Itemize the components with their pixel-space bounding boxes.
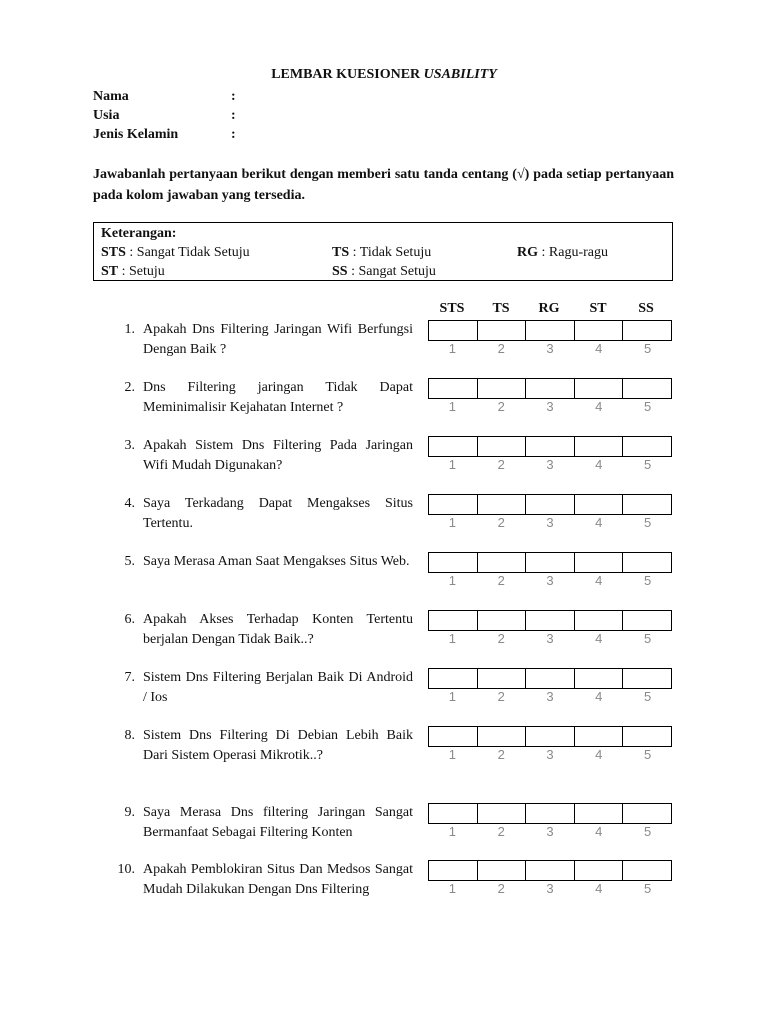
field-colon-usia: : <box>231 108 236 123</box>
question-number: 3. <box>124 438 135 453</box>
answer-checkbox-ss[interactable] <box>623 495 671 514</box>
answer-checkbox-ts[interactable] <box>478 861 527 880</box>
legend-code: SS <box>332 264 348 279</box>
legend-desc: : Sangat Setuju <box>347 264 436 279</box>
column-header-st: ST <box>589 301 607 316</box>
question-number: 8. <box>124 728 135 743</box>
answer-checkbox-ss[interactable] <box>623 727 671 746</box>
scale-number: 5 <box>643 515 652 530</box>
scale-number: 4 <box>595 689 603 704</box>
answer-checkbox-ss[interactable] <box>623 553 671 572</box>
scale-row <box>428 631 672 646</box>
question-text: Saya Merasa Aman Saat Mengakses Situs Web. <box>143 554 410 569</box>
scale-number: 1 <box>448 515 457 530</box>
answer-grid <box>428 436 672 457</box>
scale-number: 4 <box>595 399 603 414</box>
scale-number: 4 <box>595 631 603 646</box>
scale-number: 5 <box>643 689 652 704</box>
answer-checkbox-rg[interactable] <box>526 495 575 514</box>
question-text: Saya Merasa Dns filtering Jaringan Sangat Bermanfaat Sebagai Filtering Konten <box>143 805 413 840</box>
answer-checkbox-ss[interactable] <box>623 437 671 456</box>
answer-checkbox-st[interactable] <box>575 727 624 746</box>
field-label-nama: Nama <box>93 89 129 104</box>
question-number: 1. <box>124 322 135 337</box>
answer-checkbox-st[interactable] <box>575 379 624 398</box>
legend-desc: : Sangat Tidak Setuju <box>125 245 250 260</box>
answer-checkbox-sts[interactable] <box>429 379 478 398</box>
scale-number: 4 <box>595 881 603 896</box>
scale-number: 1 <box>448 631 457 646</box>
scale-number: 3 <box>546 689 554 704</box>
page-title <box>0 67 768 83</box>
legend-desc: : Setuju <box>118 264 165 279</box>
answer-checkbox-rg[interactable] <box>526 861 575 880</box>
scale-number: 2 <box>497 747 505 762</box>
answer-checkbox-ts[interactable] <box>478 437 527 456</box>
scale-number: 3 <box>546 399 554 414</box>
answer-checkbox-ss[interactable] <box>623 861 671 880</box>
scale-number: 5 <box>643 341 652 356</box>
scale-number: 2 <box>497 689 505 704</box>
scale-number: 3 <box>546 341 554 356</box>
answer-checkbox-st[interactable] <box>575 861 624 880</box>
column-header-ts: TS <box>492 301 510 316</box>
scale-number: 1 <box>448 747 457 762</box>
answer-checkbox-sts[interactable] <box>429 437 478 456</box>
question-text: Sistem Dns Filtering Di Debian Lebih Baik Dari Sistem Operasi Mikrotik..? <box>143 728 413 763</box>
scale-number: 2 <box>497 341 505 356</box>
answer-grid <box>428 552 672 573</box>
legend-item-ts <box>332 243 431 262</box>
answer-checkbox-sts[interactable] <box>429 553 478 572</box>
question-text: Apakah Pemblokiran Situs Dan Medsos Sangat Mudah Dilakukan Dengan Dns Filtering <box>143 862 413 897</box>
scale-row <box>428 747 672 762</box>
scale-number: 2 <box>497 573 505 588</box>
scale-number: 5 <box>643 399 652 414</box>
scale-row <box>428 573 672 588</box>
scale-number: 1 <box>448 689 457 704</box>
legend-code: RG <box>517 245 538 260</box>
scale-number: 2 <box>497 631 505 646</box>
answer-checkbox-st[interactable] <box>575 611 624 630</box>
scale-row <box>428 824 672 839</box>
field-label-usia: Usia <box>93 108 120 123</box>
scale-number: 4 <box>595 824 603 839</box>
legend-desc: : Ragu-ragu <box>538 245 608 260</box>
answer-checkbox-sts[interactable] <box>429 804 478 823</box>
scale-number: 1 <box>448 399 457 414</box>
legend-code: ST <box>101 264 119 279</box>
answer-checkbox-rg[interactable] <box>526 379 575 398</box>
answer-checkbox-sts[interactable] <box>429 495 478 514</box>
scale-number: 4 <box>595 457 603 472</box>
answer-grid <box>428 378 672 399</box>
column-header-rg: RG <box>538 301 560 316</box>
scale-number: 4 <box>595 573 603 588</box>
instruction-text: Jawabanlah pertanyaan berikut dengan memberi satu tanda centang (√) pada setiap pertanyaan pada kolom jawaban yang tersedia. <box>93 167 674 203</box>
scale-number: 3 <box>546 747 554 762</box>
scale-row <box>428 341 672 356</box>
answer-checkbox-rg[interactable] <box>526 437 575 456</box>
scale-row <box>428 515 672 530</box>
scale-number: 2 <box>497 881 505 896</box>
scale-number: 5 <box>643 747 652 762</box>
answer-grid <box>428 610 672 631</box>
question-number: 4. <box>124 496 135 511</box>
answer-checkbox-ts[interactable] <box>478 553 527 572</box>
scale-number: 3 <box>546 573 554 588</box>
question-number: 6. <box>124 612 135 627</box>
question-text: Apakah Dns Filtering Jaringan Wifi Berfungsi Dengan Baik ? <box>143 322 413 357</box>
scale-number: 5 <box>643 631 652 646</box>
answer-grid <box>428 726 672 747</box>
legend-code: TS <box>332 245 350 260</box>
scale-number: 3 <box>546 631 554 646</box>
scale-number: 2 <box>497 515 505 530</box>
answer-checkbox-rg[interactable] <box>526 321 575 340</box>
scale-number: 2 <box>497 824 505 839</box>
answer-checkbox-ts[interactable] <box>478 321 527 340</box>
scale-row <box>428 399 672 414</box>
answer-checkbox-ss[interactable] <box>623 669 671 688</box>
scale-number: 3 <box>546 881 554 896</box>
scale-number: 4 <box>595 747 603 762</box>
scale-number: 1 <box>448 881 457 896</box>
answer-checkbox-ts[interactable] <box>478 804 527 823</box>
answer-checkbox-ss[interactable] <box>623 321 671 340</box>
field-colon-nama: : <box>231 89 236 104</box>
column-header-ss: SS <box>638 301 654 316</box>
legend-code: STS <box>101 245 126 260</box>
field-label-jenis-kelamin: Jenis Kelamin <box>93 127 179 142</box>
scale-number: 1 <box>448 457 457 472</box>
answer-checkbox-sts[interactable] <box>429 861 478 880</box>
answer-checkbox-ts[interactable] <box>478 611 527 630</box>
scale-number: 3 <box>546 824 554 839</box>
answer-checkbox-ts[interactable] <box>478 379 527 398</box>
scale-number: 2 <box>497 399 505 414</box>
scale-number: 2 <box>497 457 505 472</box>
question-text: Sistem Dns Filtering Berjalan Baik Di Android / Ios <box>143 670 413 705</box>
scale-number: 5 <box>643 824 652 839</box>
scale-number: 5 <box>643 573 652 588</box>
question-text: Dns Filtering jaringan Tidak Dapat Meminimalisir Kejahatan Internet ? <box>143 380 413 415</box>
question-number: 5. <box>124 554 135 569</box>
answer-grid <box>428 668 672 689</box>
scale-number: 1 <box>448 573 457 588</box>
answer-checkbox-rg[interactable] <box>526 553 575 572</box>
scale-row <box>428 881 672 896</box>
scale-number: 4 <box>595 341 603 356</box>
question-number: 2. <box>124 380 135 395</box>
answer-checkbox-st[interactable] <box>575 437 624 456</box>
answer-checkbox-rg[interactable] <box>526 669 575 688</box>
answer-checkbox-sts[interactable] <box>429 727 478 746</box>
scale-number: 1 <box>448 824 457 839</box>
column-header-sts: STS <box>439 301 465 316</box>
answer-checkbox-st[interactable] <box>575 495 624 514</box>
question-text: Apakah Akses Terhadap Konten Tertentu berjalan Dengan Tidak Baik..? <box>143 612 413 647</box>
answer-checkbox-rg[interactable] <box>526 804 575 823</box>
title-italic: USABILITY <box>423 67 497 82</box>
legend-item-rg <box>517 243 608 262</box>
scale-number: 5 <box>643 457 652 472</box>
answer-checkbox-sts[interactable] <box>429 611 478 630</box>
question-text: Apakah Sistem Dns Filtering Pada Jaringan Wifi Mudah Digunakan? <box>143 438 413 473</box>
legend-item-sts <box>101 243 250 262</box>
answer-checkbox-sts[interactable] <box>429 321 478 340</box>
answer-grid <box>428 860 672 881</box>
answer-checkbox-rg[interactable] <box>526 611 575 630</box>
scale-number: 3 <box>546 457 554 472</box>
question-number: 10. <box>117 862 135 877</box>
answer-checkbox-sts[interactable] <box>429 669 478 688</box>
field-colon-jenis-kelamin: : <box>231 127 236 142</box>
title-main: LEMBAR KUESIONER <box>271 67 421 82</box>
answer-checkbox-ts[interactable] <box>478 669 527 688</box>
legend-heading: Keterangan: <box>101 226 177 241</box>
legend-item-st <box>101 262 165 281</box>
answer-checkbox-st[interactable] <box>575 804 624 823</box>
question-number: 9. <box>124 805 135 820</box>
answer-checkbox-ss[interactable] <box>623 611 671 630</box>
question-number: 7. <box>124 670 135 685</box>
legend-item-ss <box>332 262 436 281</box>
scale-number: 3 <box>546 515 554 530</box>
answer-checkbox-ss[interactable] <box>623 379 671 398</box>
scale-number: 5 <box>643 881 652 896</box>
answer-checkbox-rg[interactable] <box>526 727 575 746</box>
scale-row <box>428 689 672 704</box>
answer-checkbox-st[interactable] <box>575 553 624 572</box>
answer-grid <box>428 803 672 824</box>
legend-desc: : Tidak Setuju <box>349 245 432 260</box>
answer-checkbox-ts[interactable] <box>478 727 527 746</box>
scale-row <box>428 457 672 472</box>
answer-checkbox-st[interactable] <box>575 669 624 688</box>
answer-grid <box>428 320 672 341</box>
question-text: Saya Terkadang Dapat Mengakses Situs Tertentu. <box>143 496 413 531</box>
scale-number: 4 <box>595 515 603 530</box>
answer-checkbox-ts[interactable] <box>478 495 527 514</box>
answer-grid <box>428 494 672 515</box>
answer-checkbox-ss[interactable] <box>623 804 671 823</box>
scale-number: 1 <box>448 341 457 356</box>
answer-checkbox-st[interactable] <box>575 321 624 340</box>
